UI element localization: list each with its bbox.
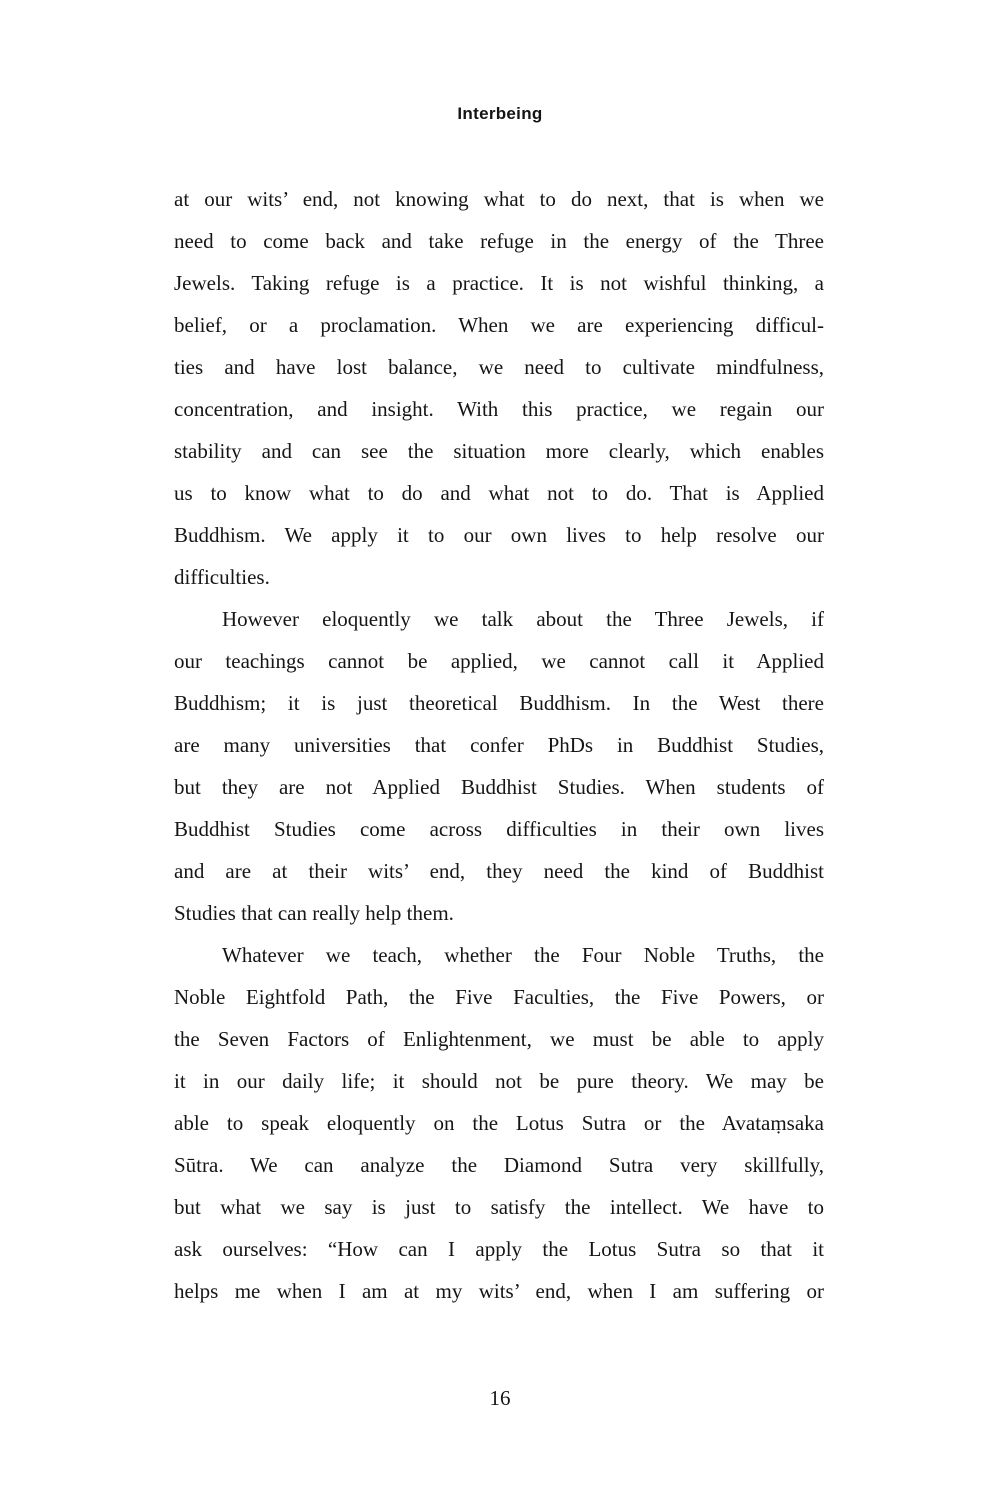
text-line: difficulties. [174, 565, 270, 589]
text-line: Buddhism; it is just theoretical Buddhism. In the West there [174, 691, 824, 715]
text-line: Buddhism. We apply it to our own lives to help resolve our [174, 523, 824, 547]
text-line: ask ourselves: “How can I apply the Lotus Sutra so that it [174, 1237, 824, 1261]
text-line: Whatever we teach, whether the Four Noble Truths, the [222, 943, 824, 967]
page-number: 16 [489, 1386, 511, 1410]
text-line: us to know what to do and what not to do. That is Applied [174, 481, 824, 505]
text-line: helps me when I am at my wits’ end, when I am suffering or [174, 1279, 824, 1303]
text-line: but they are not Applied Buddhist Studies. When students of [174, 775, 824, 799]
text-line: at our wits’ end, not knowing what to do next, that is when we [174, 187, 824, 211]
paragraph [174, 178, 824, 598]
text-line: Sūtra. We can analyze the Diamond Sutra very skillfully, [174, 1153, 824, 1177]
text-line: are many universities that confer PhDs in Buddhist Studies, [174, 733, 824, 757]
text-line: stability and can see the situation more clearly, which enables [174, 439, 824, 463]
text-line: Studies that can really help them. [174, 901, 454, 925]
paragraph [174, 934, 824, 1312]
text-line: and are at their wits’ end, they need the kind of Buddhist [174, 859, 824, 883]
text-line: Buddhist Studies come across difficulties in their own lives [174, 817, 824, 841]
text-line: ties and have lost balance, we need to cultivate mindfulness, [174, 355, 824, 379]
paragraph [174, 598, 824, 934]
text-line: our teachings cannot be applied, we cannot call it Applied [174, 649, 824, 673]
text-line: but what we say is just to satisfy the intellect. We have to [174, 1195, 824, 1219]
text-line: belief, or a proclamation. When we are experiencing difficul- [174, 313, 824, 337]
text-line: able to speak eloquently on the Lotus Sutra or the Avataṃsaka [174, 1111, 824, 1135]
text-line: it in our daily life; it should not be pure theory. We may be [174, 1069, 824, 1093]
text-line: concentration, and insight. With this practice, we regain our [174, 397, 824, 421]
text-line: Noble Eightfold Path, the Five Faculties, the Five Powers, or [174, 985, 824, 1009]
running-header: Interbeing [457, 104, 543, 123]
text-line: the Seven Factors of Enlightenment, we must be able to apply [174, 1027, 824, 1051]
text-line: However eloquently we talk about the Three Jewels, if [222, 607, 824, 631]
text-line: Jewels. Taking refuge is a practice. It is not wishful thinking, a [174, 271, 824, 295]
text-line: need to come back and take refuge in the energy of the Three [174, 229, 824, 253]
body-text [174, 178, 824, 1312]
